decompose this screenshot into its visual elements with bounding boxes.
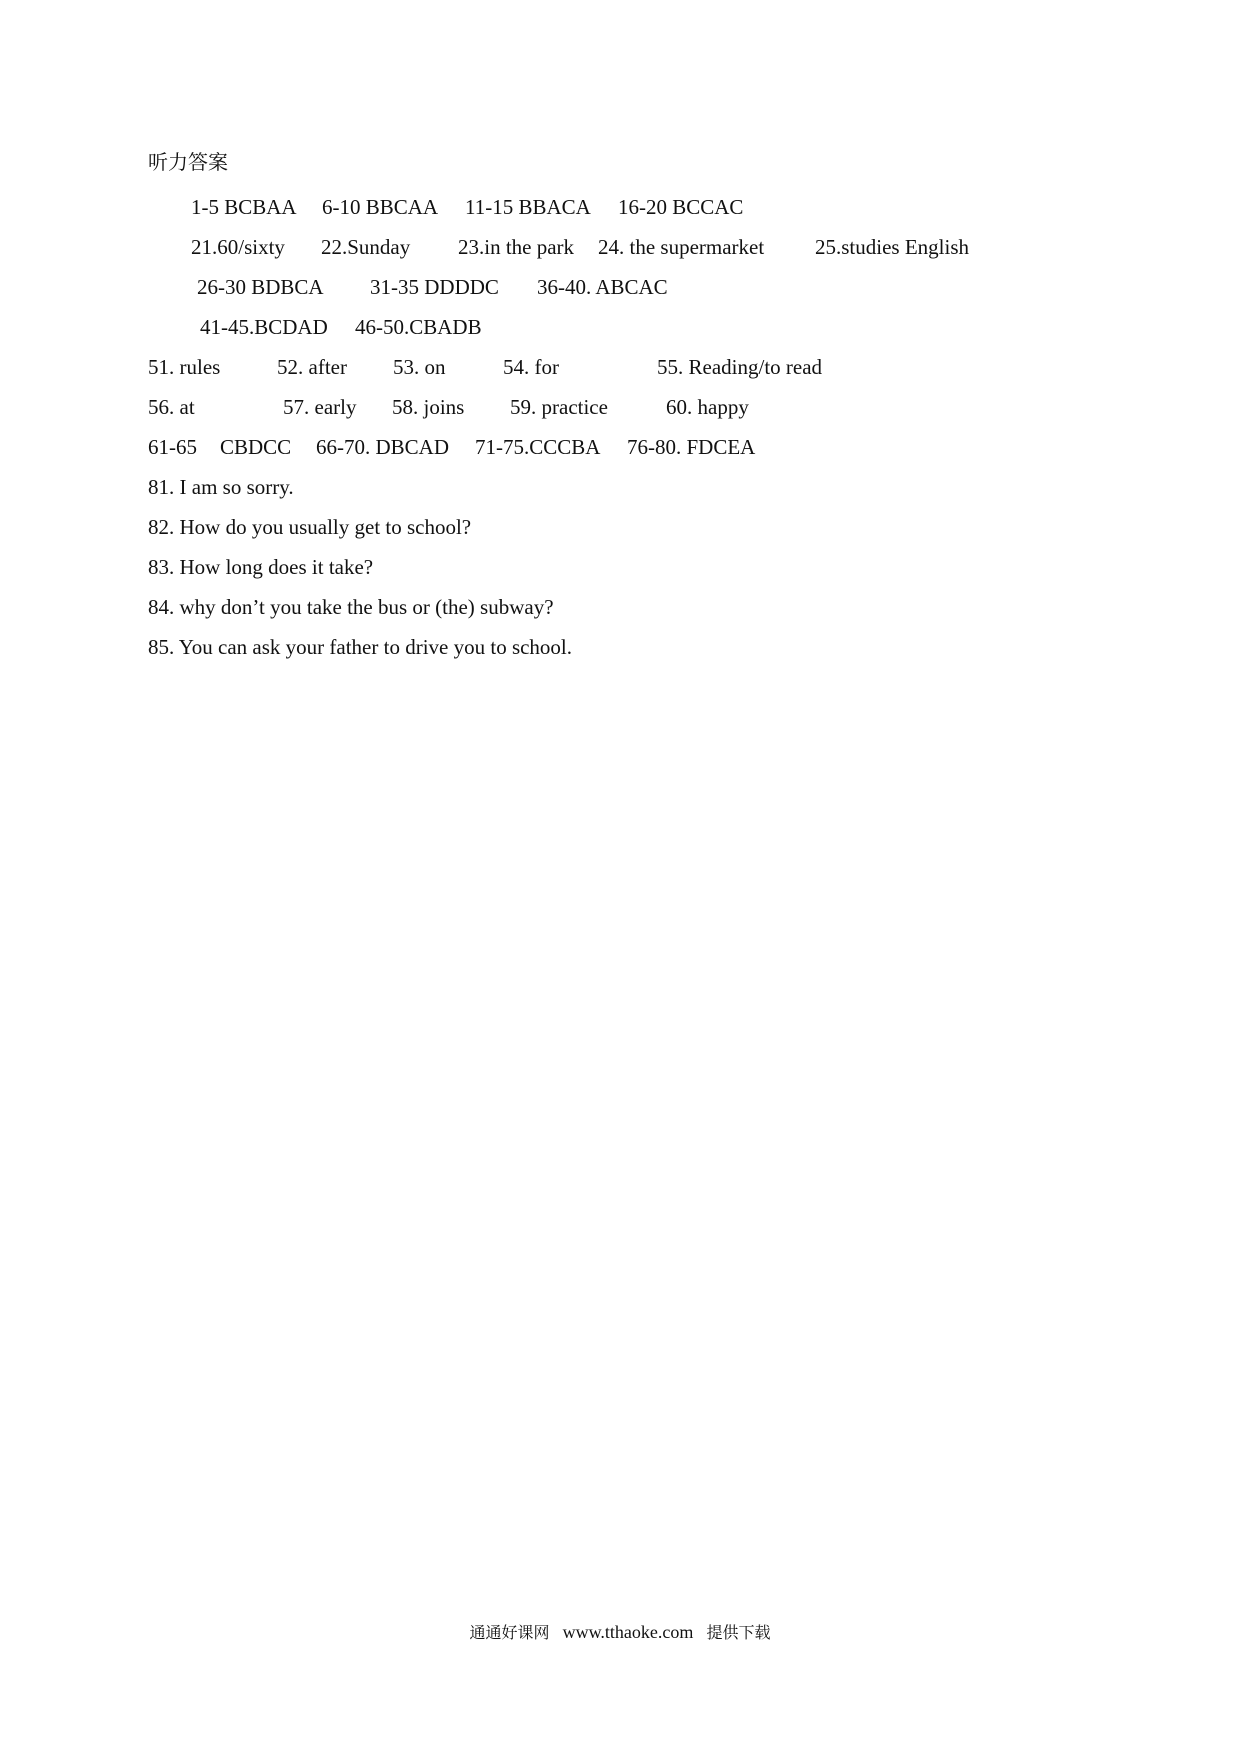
answer-item: 58. joins (392, 395, 465, 419)
page-footer (0, 1621, 1240, 1644)
answer-group: 46-50.CBADB (355, 315, 482, 339)
footer-suffix: 提供下载 (706, 1623, 771, 1642)
answer-item: 60. happy (666, 395, 749, 419)
answer-item: 55. Reading/to read (657, 355, 823, 379)
answer-item: 54. for (503, 355, 559, 379)
answer-group: 76-80. FDCEA (627, 435, 756, 459)
answer-item: 22.Sunday (321, 235, 411, 259)
answer-group: CBDCC (220, 435, 292, 459)
answer-group: 11-15 BBACA (465, 195, 591, 219)
answer-group: 6-10 BBCAA (322, 195, 439, 219)
answer-group: 31-35 DDDDC (370, 275, 499, 299)
answer-group: 26-30 BDBCA (197, 275, 324, 299)
answer-group: 1-5 BCBAA (191, 195, 297, 219)
answer-item: 52. after (277, 355, 347, 379)
page-heading: 听力答案 (148, 150, 228, 174)
answer-item: 53. on (393, 355, 446, 379)
answer-group: 41-45.BCDAD (200, 315, 328, 339)
answer-item: 24. the supermarket (598, 235, 765, 259)
answer-item: 21.60/sixty (191, 235, 285, 259)
answer-item: 23.in the park (458, 235, 575, 259)
answer-item: 57. early (283, 395, 357, 419)
sentence-answer-84: 84. why don’t you take the bus or (the) subway? (148, 595, 554, 619)
sentence-answer-81: 81. I am so sorry. (148, 475, 294, 499)
sentence-answer-82: 82. How do you usually get to school? (148, 515, 472, 539)
answer-group: 16-20 BCCAC (618, 195, 744, 219)
answer-range: 61-65 (148, 435, 197, 459)
answer-group: 71-75.CCCBA (475, 435, 601, 459)
sentence-answer-85: 85. You can ask your father to drive you to school. (148, 635, 573, 659)
answer-item: 25.studies English (815, 235, 970, 259)
sentence-answer-83: 83. How long does it take? (148, 555, 374, 579)
answer-item: 51. rules (148, 355, 221, 379)
answer-item: 56. at (148, 395, 195, 419)
answer-item: 59. practice (510, 395, 608, 419)
answer-group: 66-70. DBCAD (316, 435, 450, 459)
footer-site-name: 通通好课网 (469, 1623, 550, 1642)
answer-group: 36-40. ABCAC (537, 275, 668, 299)
footer-url-link[interactable]: www.tthaoke.com (562, 1622, 694, 1642)
